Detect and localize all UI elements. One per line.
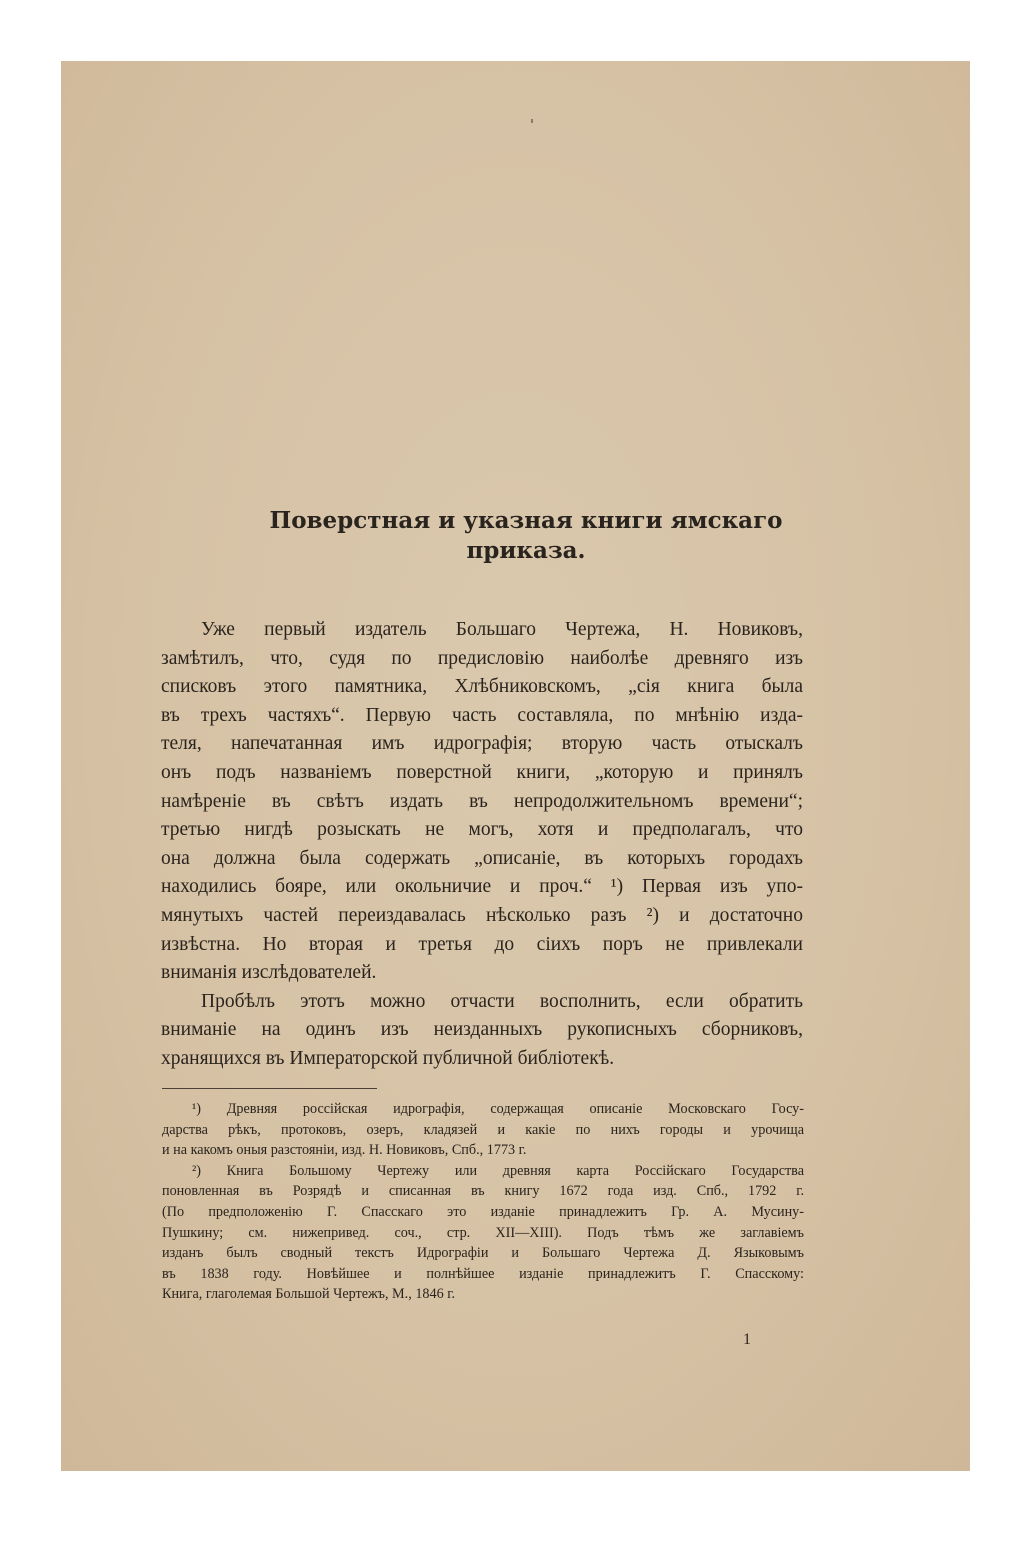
footnote-line: ²) Книга Большому Чертежу или древняя карта Россійскаго Государства <box>192 1162 804 1179</box>
footnote-line: ¹) Древняя россійская идрографія, содержащая описаніе Московскаго Госу- <box>192 1101 804 1117</box>
text-line: замѣтилъ, что, судя по предисловію наиболѣе древняго изъ <box>161 647 803 669</box>
text-line: вниманія изслѣдователей. <box>161 962 377 984</box>
title-line: Поверстная и указная книги ямскаго <box>269 507 783 534</box>
text-line: Пробѣлъ этотъ можно отчасти восполнить, если обратить <box>201 990 803 1012</box>
footnote-line: и на какомъ оныя разстояніи, изд. Н. Новиковъ, Спб., 1773 г. <box>162 1142 527 1159</box>
text-line: теля, напечатанная имъ идрографія; вторую часть отыскалъ <box>161 733 803 755</box>
text-line: она должна была содержать „описаніе, въ которыхъ городахъ <box>161 847 803 869</box>
footnote-line: Книга, глаголемая Большой Чертежъ, М., 1846 г. <box>162 1286 456 1303</box>
paragraph-2 <box>161 988 803 1074</box>
text-line: вниманіе на одинъ изъ неизданныхъ рукописныхъ сборниковъ, <box>161 1019 803 1041</box>
footnote-line: изданъ былъ сводный текстъ Идрографіи и Большаго Чертежа Д. Языковымъ <box>162 1245 804 1262</box>
text-line: хранящихся въ Императорской публичной библіотекѣ. <box>161 1047 615 1069</box>
footnotes <box>162 1099 804 1305</box>
footnote-separator <box>162 1088 377 1089</box>
text-line: въ трехъ частяхъ“. Первую часть составляла, по мнѣнію изда- <box>161 704 803 726</box>
footnote-line: Пушкину; см. нижепривед. соч., стр. XII—XIII). Подъ тѣмъ же заглавіемъ <box>162 1224 804 1241</box>
paper-speck <box>531 119 533 123</box>
text-line: списковъ этого памятника, Хлѣбниковскомъ, „сія книга была <box>161 676 803 698</box>
footnote-2 <box>162 1161 804 1305</box>
text-line: намѣреніе въ свѣтъ издать въ непродолжительномъ времени“; <box>161 790 803 812</box>
footnote-1 <box>162 1099 804 1161</box>
chapter-title <box>206 506 846 566</box>
text-line: третью нигдѣ розыскать не могъ, хотя и предполагалъ, что <box>161 819 803 841</box>
footnote-line: дарства рѣкъ, протоковъ, озеръ, кладязей и какіе по нихъ городы и урочища <box>162 1121 804 1138</box>
text-line: онъ подъ названіемъ поверстной книги, „которую и принялъ <box>161 761 803 783</box>
scanned-page <box>61 61 970 1471</box>
paragraph-1 <box>161 616 803 988</box>
text-line: мянутыхъ частей переиздавалась нѣсколько разъ ²) и достаточно <box>161 904 803 926</box>
footnote-line: въ 1838 году. Новѣйшее и полнѣйшее изданіе принадлежитъ Г. Спасскому: <box>162 1265 804 1282</box>
footnote-line: поновленная въ Розрядѣ и списанная въ книгу 1672 года изд. Спб., 1792 г. <box>162 1183 804 1200</box>
text-line: извѣстна. Но вторая и третья до сіихъ поръ не привлекали <box>161 933 803 955</box>
footnote-line: (По предположенію Г. Спасскаго это изданіе принадлежитъ Гр. А. Мусину- <box>162 1203 804 1220</box>
page-number: 1 <box>743 1331 751 1348</box>
body-text <box>161 616 803 1074</box>
text-line: находились бояре, или окольничие и проч.“ ¹) Первая изъ упо- <box>161 876 803 898</box>
title-line: приказа. <box>466 537 586 564</box>
text-line: Уже первый издатель Большаго Чертежа, Н. Новиковъ, <box>201 619 803 640</box>
